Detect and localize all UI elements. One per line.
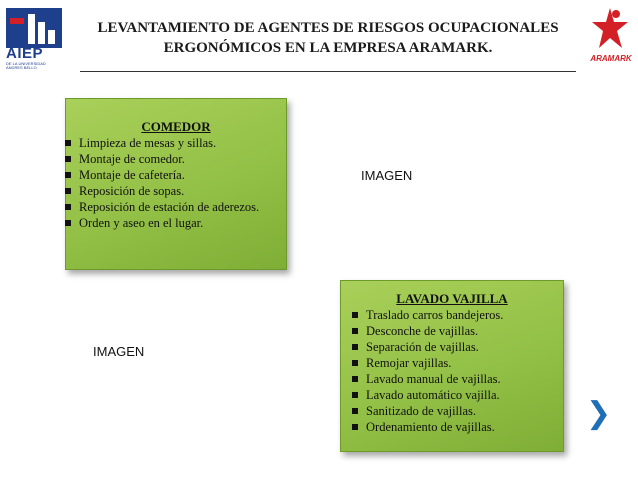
title-divider xyxy=(80,71,576,72)
image-placeholder-bottom: IMAGEN xyxy=(93,344,145,359)
list-item xyxy=(60,215,280,231)
list-item xyxy=(60,167,280,183)
next-slide-icon[interactable]: ❯ xyxy=(586,396,612,431)
page-title-line-2: ERGONÓMICOS EN LA EMPRESA ARAMARK. xyxy=(163,40,493,56)
bullet-icon xyxy=(352,392,358,398)
aiep-logo xyxy=(6,8,62,70)
list-item xyxy=(347,403,561,419)
bullet-icon xyxy=(352,408,358,414)
aramark-logo-name: ARAMARK xyxy=(590,54,632,63)
bullet-icon xyxy=(65,156,71,162)
image-placeholder-top: IMAGEN xyxy=(361,168,413,183)
comedor-box xyxy=(65,98,287,270)
list-item xyxy=(347,307,561,323)
page-title-line-1: LEVANTAMIENTO DE AGENTES DE RIESGOS OCUPACIONALES xyxy=(97,20,559,36)
bullet-icon xyxy=(352,376,358,382)
list-item-text: Limpieza de mesas y sillas. xyxy=(79,136,217,150)
list-item-text: Traslado carros bandejeros. xyxy=(366,308,504,322)
comedor-list xyxy=(60,135,280,231)
list-item-text: Desconche de vajillas. xyxy=(366,324,479,338)
list-item-text: Ordenamiento de vajillas. xyxy=(366,420,495,434)
list-item-text: Montaje de cafetería. xyxy=(79,168,185,182)
list-item xyxy=(347,387,561,403)
list-item-text: Remojar vajillas. xyxy=(366,356,452,370)
list-item-text: Reposición de sopas. xyxy=(79,184,185,198)
aiep-logo-bar xyxy=(48,30,55,44)
list-item xyxy=(60,135,280,151)
list-item-text: Reposición de estación de aderezos. xyxy=(79,200,260,214)
bullet-icon xyxy=(65,220,71,226)
bullet-icon xyxy=(352,344,358,350)
list-item-text: Sanitizado de vajillas. xyxy=(366,404,477,418)
list-item xyxy=(60,183,280,199)
aramark-star-icon xyxy=(590,6,630,52)
list-item xyxy=(347,355,561,371)
aiep-logo-accent xyxy=(10,18,24,24)
list-item xyxy=(60,199,280,215)
lavado-box xyxy=(340,280,564,452)
bullet-icon xyxy=(65,140,71,146)
aiep-logo-bar xyxy=(38,22,45,44)
bullet-icon xyxy=(352,312,358,318)
aiep-logo-subtitle: DE LA UNIVERSIDAD ANDRES BELLO xyxy=(6,61,46,70)
list-item xyxy=(347,323,561,339)
bullet-icon xyxy=(65,204,71,210)
list-item xyxy=(347,419,561,435)
bullet-icon xyxy=(352,360,358,366)
aramark-logo xyxy=(586,6,636,68)
bullet-icon xyxy=(65,188,71,194)
comedor-heading: COMEDOR xyxy=(141,119,211,134)
list-item xyxy=(60,151,280,167)
list-item-text: Separación de vajillas. xyxy=(366,340,479,354)
bullet-icon xyxy=(352,424,358,430)
lavado-heading: LAVADO VAJILLA xyxy=(396,291,508,306)
list-item-text: Lavado manual de vajillas. xyxy=(366,372,501,386)
list-item-text: Orden y aseo en el lugar. xyxy=(79,216,204,230)
bullet-icon xyxy=(352,328,358,334)
bullet-icon xyxy=(65,172,71,178)
aiep-logo-bar xyxy=(28,14,35,44)
list-item-text: Montaje de comedor. xyxy=(79,152,185,166)
list-item xyxy=(347,339,561,355)
list-item xyxy=(347,371,561,387)
page-title xyxy=(80,18,576,58)
list-item-text: Lavado automático vajilla. xyxy=(366,388,500,402)
aiep-logo-name: AIEP xyxy=(6,45,44,62)
lavado-list xyxy=(347,307,561,435)
